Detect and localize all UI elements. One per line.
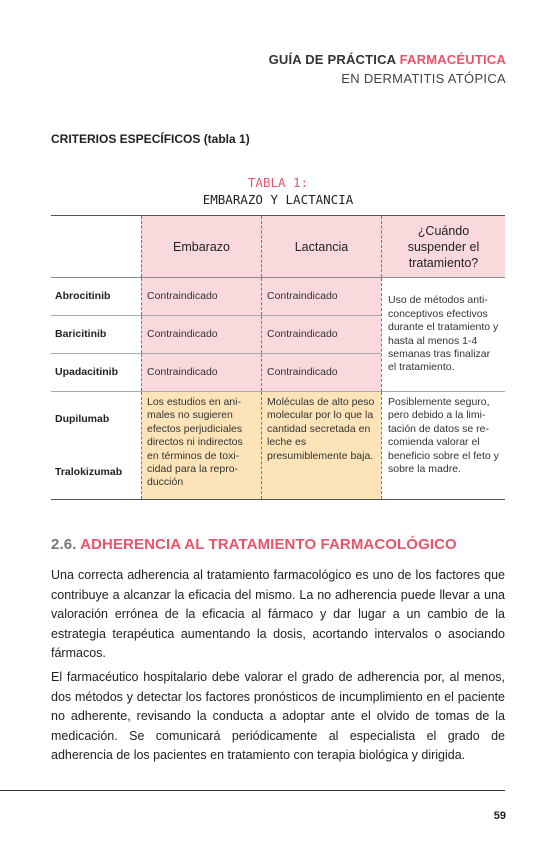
running-header xyxy=(269,52,506,86)
section-label: CRITERIOS ESPECÍFICOS (tabla 1) xyxy=(51,132,250,146)
body-paragraph: Una correcta adherencia al tratamiento farmacológico es uno de los factores que contribuye a alcanzar la eficacia del mismo. La no adherencia puede llevar a una valoración errónea de la eficacia al fármaco y dar lugar a un cambio de la estrategia terapéutica aumentando la dosis, acortando intervalos o asociando fármacos. xyxy=(51,568,505,660)
group2-drug-cell xyxy=(51,392,141,499)
embarazo-value: Contraindicado xyxy=(141,278,261,315)
group2-embarazo-text: Los estudios en ani-males no sugieren efectos perjudiciales directos ni indirectos en términos de toxi-cidad para la repro-ducción xyxy=(147,396,243,489)
header-suspender: ¿Cuándo suspender el tratamiento? xyxy=(381,216,505,277)
pregnancy-lactation-table xyxy=(51,215,505,500)
drug-name: Tralokizumab xyxy=(55,466,123,478)
body-paragraph: El farmacéutico hospitalario debe valorar el grado de adherencia por, al menos, dos métodos y detectar los factores pronósticos de incumplimiento en el paciente no adherente, revisando la conducta a adoptar ante el olvido de tomas de la medicación. Se comunicará periódicamente al especialista el grado de adherencia de los pacientes en tratamiento con terapia biológica y dirigida. xyxy=(51,670,505,762)
header-empty-cell xyxy=(51,216,141,277)
group1-suspend-cell xyxy=(381,278,505,392)
guide-title-accent: FARMACÉUTICA xyxy=(399,52,506,67)
table-group-jak xyxy=(51,278,505,392)
embarazo-value: Contraindicado xyxy=(141,354,261,391)
lactancia-value: Contraindicado xyxy=(261,278,381,315)
section-heading xyxy=(51,536,457,553)
header-embarazo: Embarazo xyxy=(141,216,261,277)
guide-title-plain: GUÍA DE PRÁCTICA xyxy=(268,52,400,67)
table-caption-number: TABLA 1: xyxy=(247,175,309,190)
guide-title xyxy=(269,52,506,67)
header-lactancia: Lactancia xyxy=(261,216,381,277)
footer-rule xyxy=(0,790,505,791)
group2-lactancia-text: Moléculas de alto peso molecular por lo que la cantidad secretada en leche es presumiblemente baja. xyxy=(267,396,375,462)
table-caption xyxy=(0,174,556,208)
table-row xyxy=(51,354,381,392)
embarazo-value: Contraindicado xyxy=(141,316,261,353)
drug-name: Abrocitinib xyxy=(55,290,111,302)
table-bottom-rule xyxy=(51,499,505,500)
drug-name: Baricitinib xyxy=(55,328,107,340)
table-caption-title: EMBARAZO Y LACTANCIA xyxy=(202,192,354,207)
guide-subtitle: EN DERMATITIS ATÓPICA xyxy=(341,71,506,86)
table-row xyxy=(51,316,381,354)
group2-embarazo-cell xyxy=(141,392,261,499)
group2-suspend-text: Posiblemente seguro, pero debido a la limi-tación de datos se re-comienda valorar el beneficio sobre el feto y sobre la madre. xyxy=(388,396,499,476)
section-title: ADHERENCIA AL TRATAMIENTO FARMACOLÓGICO xyxy=(80,536,457,553)
group2-lactancia-cell xyxy=(261,392,381,499)
section-number: 2.6. xyxy=(51,536,77,553)
group2-suspend-cell xyxy=(381,392,505,499)
table-header-row xyxy=(51,216,505,278)
group1-suspend-text: Uso de métodos anti-conceptivos efectivos durante el tratamiento y hasta al menos 1-4 semanas tras finalizar el tratamiento. xyxy=(388,294,499,374)
lactancia-value: Contraindicado xyxy=(261,354,381,391)
page-number: 59 xyxy=(493,810,506,822)
table-row xyxy=(51,278,381,316)
drug-name: Upadacitinib xyxy=(55,366,119,378)
lactancia-value: Contraindicado xyxy=(261,316,381,353)
drug-name: Dupilumab xyxy=(55,412,110,425)
table-group-biologics xyxy=(51,392,505,499)
